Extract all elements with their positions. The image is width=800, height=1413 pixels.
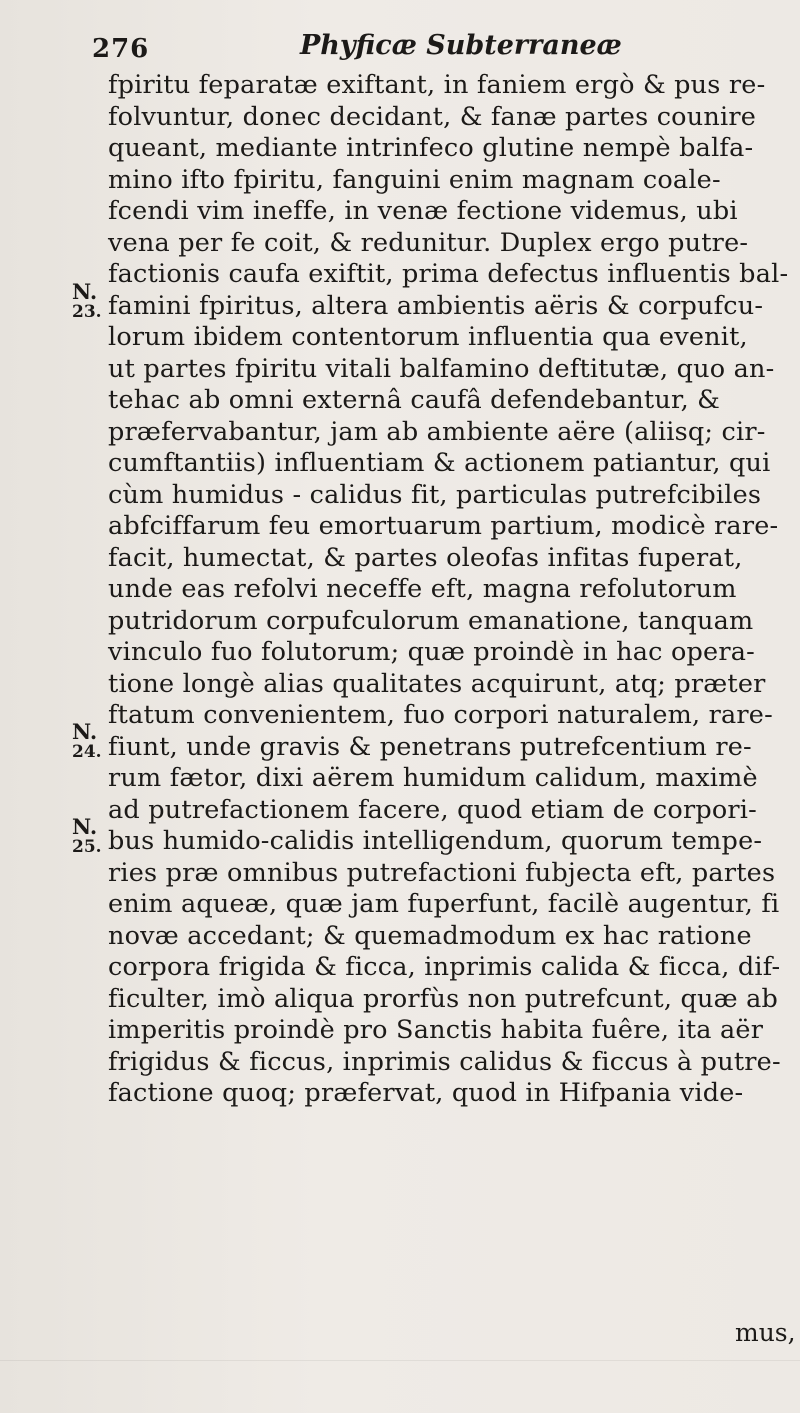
text-line: abfciffarum feu emortuarum partium, modicè rare-: [108, 511, 779, 541]
text-line: tione longè alias qualitates acquirunt, atq; præter: [108, 668, 766, 699]
text-line: lorum ibidem contentorum influentia qua evenit,: [108, 322, 748, 352]
margin-note-number: 23.: [72, 302, 102, 322]
text-line: factionis caufa exiftit, prima defectus influentis bal-: [108, 259, 789, 289]
text-line: tehac ab omni externâ caufâ defendebantur, &: [108, 385, 721, 415]
text-line: facit, humectat, & partes oleofas infitas fuperat,: [108, 542, 743, 573]
text-line: cùm humidus - calidus fit, particulas putrefcibiles: [108, 479, 762, 510]
text-line: mino ifto fpiritu, fanguini enim magnam coale-: [108, 164, 721, 195]
text-line: vena per fe coit, & redunitur. Duplex ergo putre-: [108, 227, 749, 258]
margin-note: [72, 719, 102, 762]
running-title: Phyficæ Subterraneæ: [300, 30, 622, 61]
margin-note-number: 24.: [72, 742, 102, 762]
text-line: cumftantiis) influentiam & actionem patiantur, qui: [108, 448, 771, 478]
text-line: præfervabantur, jam ab ambiente aëre (aliisq; cir-: [108, 416, 766, 447]
margin-note-letter: N.: [72, 814, 98, 839]
text-line: frigidus & ficcus, inprimis calidus & ficcus à putre-: [108, 1046, 781, 1077]
page-number: 276: [92, 34, 150, 64]
margin-note-letter: N.: [72, 279, 98, 304]
text-line: factione quoq; præfervat, quod in Hifpania vide-: [108, 1078, 744, 1108]
text-line: corpora frigida & ficca, inprimis calida & ficca, dif-: [108, 952, 781, 982]
text-line: famini fpiritus, altera ambientis aëris & corpufcu-: [108, 290, 764, 321]
page-fold: [0, 1360, 800, 1361]
margin-notes: [0, 0, 100, 1413]
text-line: rum fætor, dixi aërem humidum calidum, maximè: [108, 763, 758, 793]
text-line: fiunt, unde gravis & penetrans putrefcentium re-: [108, 731, 752, 762]
body-text: [108, 70, 798, 1110]
margin-note: [72, 814, 102, 857]
text-line: imperitis proindè pro Sanctis habita fuêre, ita aër: [108, 1015, 764, 1045]
text-line: vinculo fuo folutorum; quæ proindè in hac opera-: [108, 637, 755, 667]
text-line: unde eas refolvi neceffe eft, magna refolutorum: [108, 574, 737, 604]
text-line: ficulter, imò aliqua prorfùs non putrefcunt, quæ ab: [108, 983, 779, 1014]
text-line: fcendi vim ineffe, in venæ fectione videmus, ubi: [108, 196, 738, 226]
text-line: novæ accedant; & quemadmodum ex hac ratione: [108, 920, 752, 951]
margin-note-number: 25.: [72, 837, 102, 857]
catchword: mus,: [735, 1318, 796, 1347]
text-line: ftatum convenientem, fuo corpori naturalem, rare-: [108, 700, 773, 730]
text-line: ad putrefactionem facere, quod etiam de corpori-: [108, 794, 757, 825]
text-line: fpiritu feparatæ exiftant, in faniem ergò & pus re-: [108, 70, 766, 100]
text-line: ut partes fpiritu vitali balfamino deftitutæ, quo an-: [108, 353, 775, 384]
margin-note: [72, 279, 102, 322]
text-line: folvuntur, donec decidant, & fanæ partes counire: [108, 101, 757, 132]
text-line: putridorum corpufculorum emanatione, tanquam: [108, 605, 754, 636]
text-line: enim aqueæ, quæ jam fuperfunt, facilè augentur, fi: [108, 889, 780, 919]
margin-note-letter: N.: [72, 719, 98, 744]
text-line: queant, mediante intrinfeco glutine nempè balfa-: [108, 133, 754, 163]
text-line: bus humido-calidis intelligendum, quorum tempe-: [108, 826, 763, 856]
text-line: ries præ omnibus putrefactioni fubjecta eft, partes: [108, 857, 776, 888]
page-header: [0, 30, 800, 70]
